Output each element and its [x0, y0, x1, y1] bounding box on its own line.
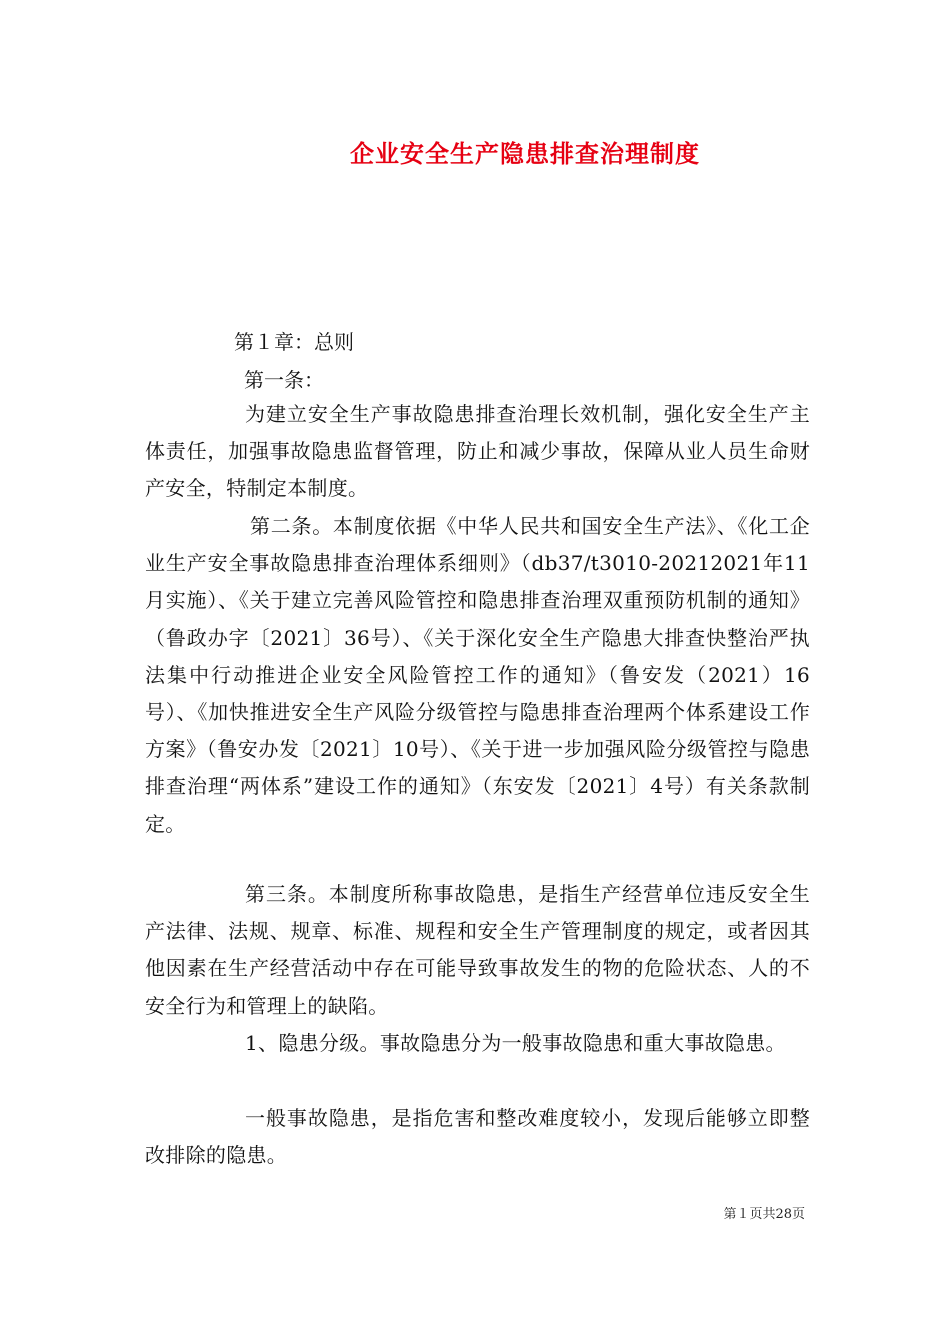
document-title: 企业安全生产隐患排查治理制度 — [350, 139, 700, 168]
article-one-heading: 第一条： — [244, 368, 324, 392]
paragraph-article-three: 第三条。本制度所称事故隐患，是指生产经营单位违反安全生产法律、法规、规章、标准、规程和安全生产管理制度的规定，或者因其他因素在生产经营活动中存在可能导致事故发生的物的危险状态、人的不安全行为和管理上的缺陷。 — [145, 882, 810, 1018]
paragraph-purpose: 为建立安全生产事故隐患排查治理长效机制，强化安全生产主体责任，加强事故隐患监督管理，防止和减少事故，保障从业人员生命财产安全，特制定本制度。 — [145, 402, 810, 501]
page-number-footer: 第１页共28页 — [723, 1207, 805, 1222]
paragraph-general-hazard: 一般事故隐患，是指危害和整改难度较小，发现后能够立即整改排除的隐患。 — [145, 1106, 810, 1168]
chapter-heading: 第１章：总则 — [234, 330, 354, 354]
paragraph-article-two: 第二条。本制度依据《中华人民共和国安全生产法》、《化工企业生产安全事故隐患排查治理体系细则》（db37/t3010-20212021年11月实施）、《关于建立完善风险管控和隐患排查治理双重预防机制的通知》（鲁政办字〔2021〕36号）、《关于深化安全生产隐患大排查快整治严执法集中行动推进企业安全风险管控工作的通知》（鲁安发（2021）16号）、《加快推进安全生产风险分级管控与隐患排查治理两个体系建设工作方案》（鲁安办发〔2021〕10号）、《关于进一步加强风险分级管控与隐患排查治理“两体系”建设工作的通知》（东安发〔2021〕4号）有关条款制定。 — [145, 514, 810, 836]
paragraph-hazard-grading: 1、隐患分级。事故隐患分为一般事故隐患和重大事故隐患。 — [245, 1031, 786, 1055]
